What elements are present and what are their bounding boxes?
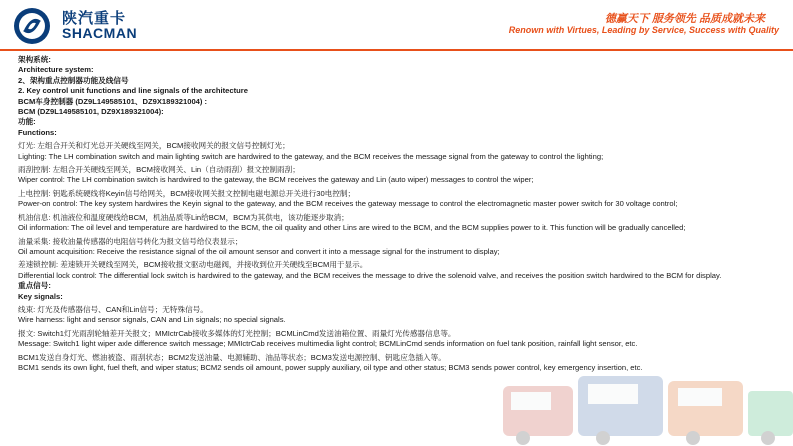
harness-cn: 线束: 灯光及传感器信号、CAN和Lin信号；无特殊信号。 (18, 304, 208, 314)
power-on-en: Power-on control: The key system hardwires the Keyin signal to the gateway, and the BCM receives the gateway message to control the electromagnetic master power switch for 30 voltage control; (18, 199, 678, 209)
message-en: Message: Switch1 light wiper axle difference switch message; MMIctrCab receives multimedia light control; BCMLinCmd sends information on fuel tank position, rainfall light sensor, etc. (18, 339, 638, 349)
key-signals-heading-cn: 重点信号: (18, 281, 51, 291)
truck-background-image (493, 356, 793, 446)
functions-heading-en: Functions: (18, 127, 57, 137)
shacman-logo-icon (12, 6, 52, 46)
wiper-en: Wiper control: The LH combination switch is hardwired to the gateway, the BCM receives the gateway and Lin (auto wiper) messages to control the wiper; (18, 175, 534, 185)
bcm-status-en: BCM1 sends its own light, fuel theft, and wiper status; BCM2 sends oil amount, power supply auxiliary, oil type and other status; BCM3 sends power control, key emergency insertion, etc. (18, 362, 643, 372)
section-title-cn: 2、架构重点控制器功能及线信号 (18, 75, 129, 85)
functions-heading-cn: 功能: (18, 117, 36, 127)
wiper-cn: 雨刮控制: 左组合开关硬线至网关，BCM接收网关、Lin（自动雨刮）报文控制雨刮； (18, 165, 300, 175)
slogan-en: Renown with Virtues, Leading by Service, Success with Quality (508, 25, 779, 35)
key-signals-heading-en: Key signals: (18, 291, 63, 301)
slogan-cn: 德赢天下 服务领先 品质成就未来 (604, 13, 765, 25)
diff-lock-cn: 差速锁控制: 差速锁开关硬线至网关，BCM接收报文驱动电磁阀，并接收到位开关硬线至BCM用于显示。 (18, 260, 368, 270)
oil-amount-en: Oil amount acquisition: Receive the resistance signal of the oil amount sensor and convert it into a message signal for the instrument to display; (18, 246, 500, 256)
harness-en: Wire harness: light and sensor signals, CAN and Lin signals; no special signals. (18, 315, 286, 325)
brand-name-en: SHACMAN (62, 25, 138, 41)
document-body (18, 55, 776, 373)
bcm-status-cn: BCM1发送自身灯光、燃油被盗、雨刮状态；BCM2发送油量、电源辅助、油品等状态；BCM3发送电源控制、钥匙应急插入等。 (18, 352, 446, 362)
heading-architecture-en: Architecture system: (18, 65, 94, 75)
oil-info-en: Oil information: The oil level and temperature are hardwired to the BCM, the oil quality and other Lins are wired to the BCM, and the BCM supplies power to it. This function will be gradually cancelled; (18, 223, 686, 233)
section-title-en: 2. Key control unit functions and line signals of the architecture (18, 86, 248, 96)
bcm-title-cn: BCM车身控制器 (DZ9L149585101、DZ9X189321004) : (18, 96, 208, 106)
heading-architecture-cn: 架构系统: (18, 55, 51, 64)
oil-info-cn: 机油信息: 机油液位和温度硬线给BCM，机油品质等Lin给BCM，BCM为其供电，该功能逐步取消； (18, 212, 349, 222)
power-on-cn: 上电控制: 钥匙系统硬线将Keyin信号给网关，BCM接收网关报文控制电磁电源总开关进行30电控制； (18, 188, 356, 198)
lighting-cn: 灯光: 左组合开关和灯光总开关硬线至网关，BCM接收网关的报文信号控制灯光； (18, 141, 290, 151)
header (0, 0, 793, 50)
message-cn: 报文: Switch1灯光雨刮轮轴差开关报文；MMIctrCab接收多媒体的灯光控制；BCMLinCmd发送油箱位置、雨量灯光传感器信息等。 (18, 328, 456, 338)
lighting-en: Lighting: The LH combination switch and main lighting switch are hardwired to the gateway, and the BCM receives the message signal from the gateway to control the lighting; (18, 151, 604, 161)
diff-lock-en: Differential lock control: The differential lock switch is hardwired to the gateway, and the BCM receives the message to drive the solenoid valve, and receives the position switch hardwired to the BCM for display. (18, 270, 722, 280)
oil-amount-cn: 油量采集: 接收油量传感器的电阻信号转化为报文信号给仪表显示； (18, 236, 243, 246)
header-divider (0, 49, 793, 51)
bcm-title-en: BCM (DZ9L149585101, DZ9X189321004): (18, 107, 164, 117)
brand-name-cn: 陕汽重卡 (62, 10, 127, 27)
